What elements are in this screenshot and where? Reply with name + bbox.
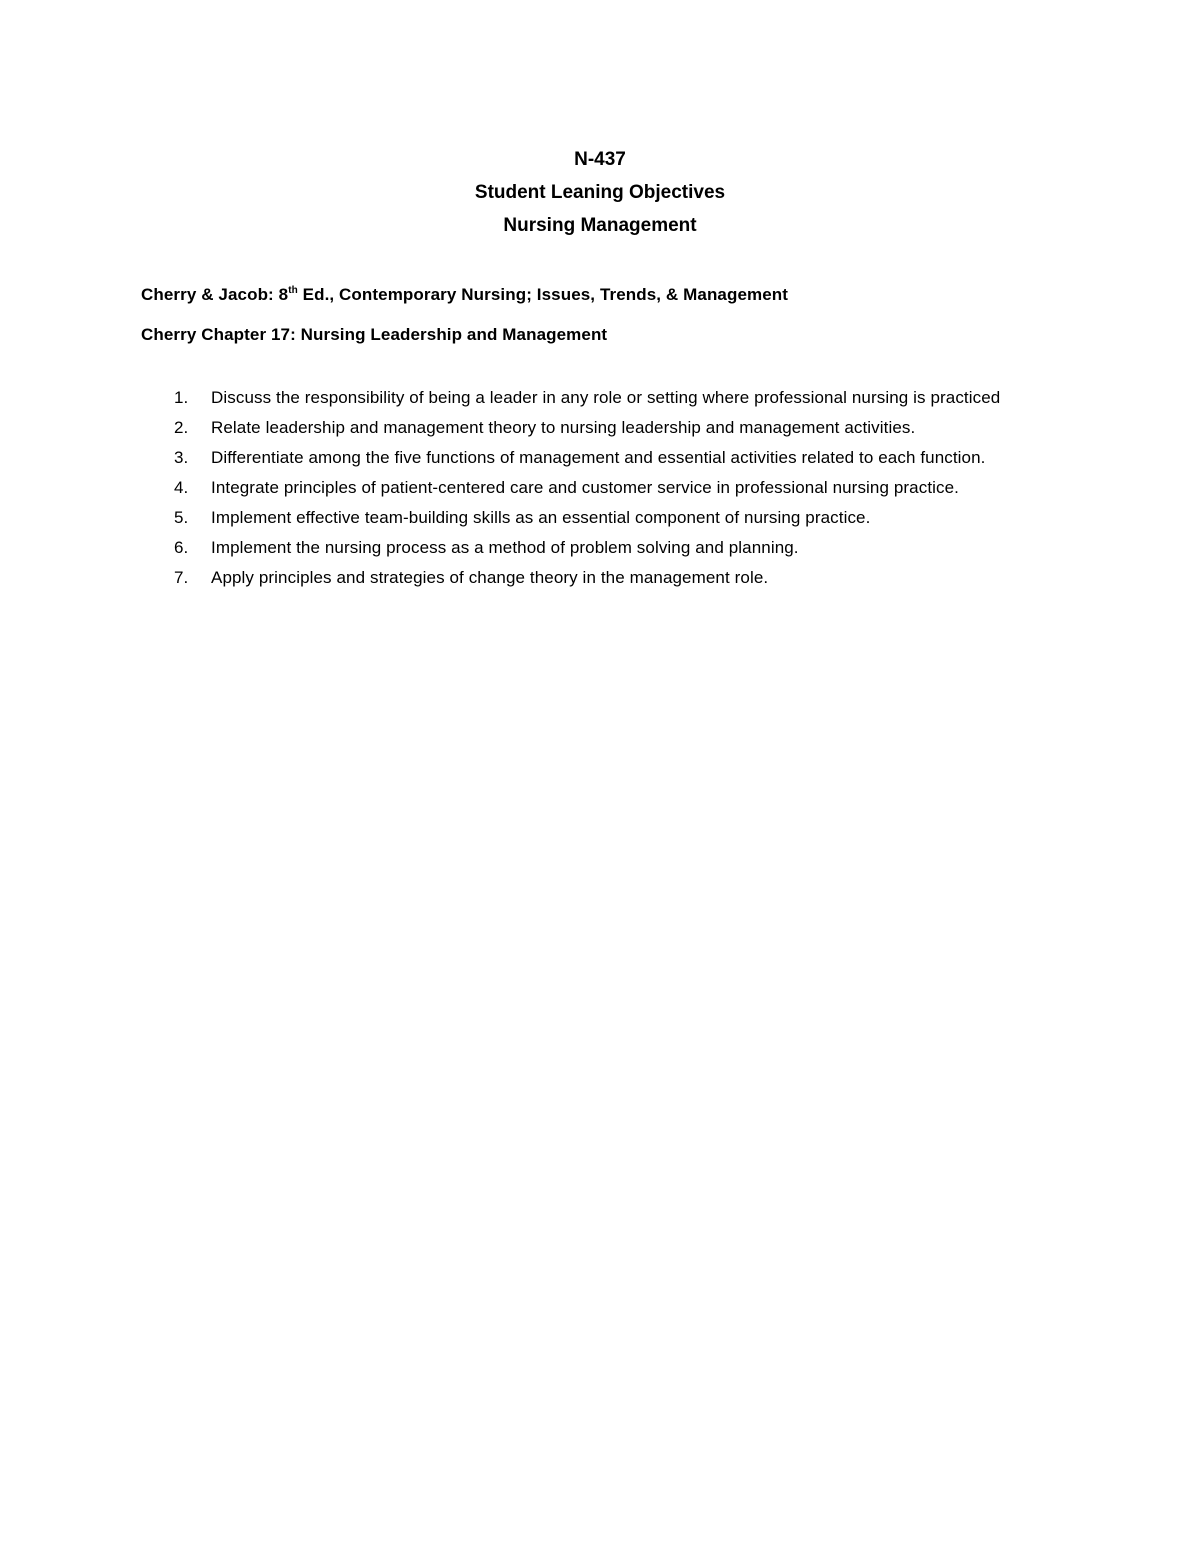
objective-number: 3. bbox=[174, 448, 189, 467]
course-code: N-437 bbox=[574, 149, 626, 170]
objective-item bbox=[141, 413, 1041, 443]
objective-number: 4. bbox=[174, 478, 189, 497]
objective-item bbox=[141, 443, 1041, 473]
objective-number: 7. bbox=[174, 568, 189, 587]
objective-item bbox=[141, 383, 1041, 413]
document-subtitle: Nursing Management bbox=[503, 215, 697, 236]
objective-text: Apply principles and strategies of change theory in the management role. bbox=[211, 568, 769, 587]
objective-item bbox=[141, 563, 1041, 593]
objective-number: 6. bbox=[174, 538, 189, 557]
edition-superscript: th bbox=[288, 285, 298, 296]
objective-text: Relate leadership and management theory to nursing leadership and management activities. bbox=[211, 418, 916, 437]
document-title: Student Leaning Objectives bbox=[474, 182, 726, 203]
objective-number: 1. bbox=[174, 388, 189, 407]
objective-item bbox=[141, 533, 1041, 563]
textbook-reference-suffix: Ed., Contemporary Nursing; Issues, Trends, & Management bbox=[297, 285, 789, 304]
objective-text: Differentiate among the five functions of management and essential activities related to each function. bbox=[211, 448, 986, 467]
objective-item bbox=[141, 473, 1041, 503]
objective-text: Discuss the responsibility of being a leader in any role or setting where professional nursing is practiced bbox=[211, 388, 1001, 407]
objectives-list bbox=[141, 383, 1041, 593]
objective-text: Integrate principles of patient-centered care and customer service in professional nursing practice. bbox=[211, 478, 959, 497]
chapter-reference: Cherry Chapter 17: Nursing Leadership and Management bbox=[141, 325, 608, 344]
textbook-reference-prefix: Cherry & Jacob: 8 bbox=[141, 285, 289, 304]
objective-text: Implement effective team-building skills as an essential component of nursing practice. bbox=[211, 508, 871, 527]
objective-item bbox=[141, 503, 1041, 533]
objective-text: Implement the nursing process as a method of problem solving and planning. bbox=[211, 538, 799, 557]
objective-number: 2. bbox=[174, 418, 189, 437]
objective-number: 5. bbox=[174, 508, 189, 527]
textbook-reference bbox=[141, 285, 788, 305]
title-block bbox=[0, 143, 1200, 242]
